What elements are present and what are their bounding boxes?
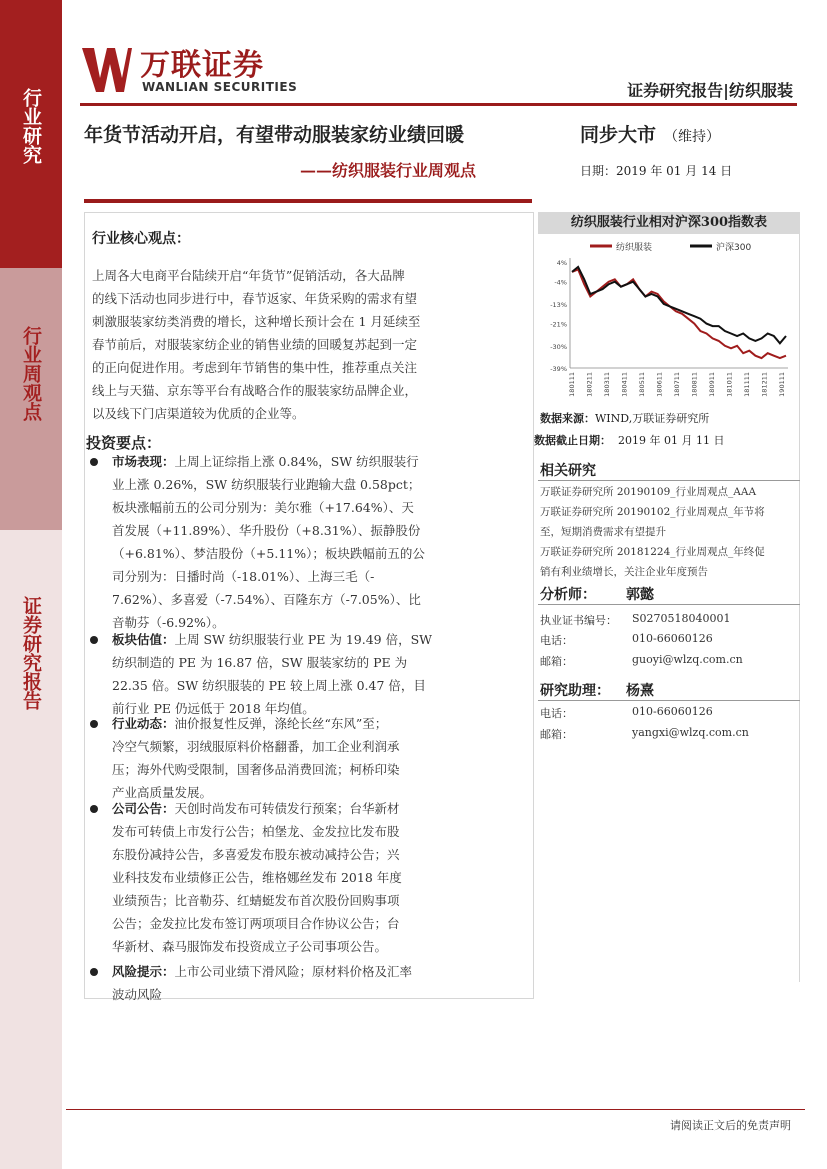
core-heading: 行业核心观点： xyxy=(92,231,190,247)
x-tick-label: 181111 xyxy=(743,372,751,397)
sidebar-block-weekly xyxy=(0,268,62,530)
assistant-divider xyxy=(538,700,800,701)
y-tick-label: 4% xyxy=(556,259,567,267)
related-list xyxy=(540,482,800,582)
analyst-cert: S0270518040001 xyxy=(632,612,731,625)
assistant-mail-label: 邮箱： xyxy=(540,728,573,741)
related-divider xyxy=(538,480,800,481)
sidebar-block-report xyxy=(0,530,62,1169)
analyst-name: 郭懿 xyxy=(626,587,654,603)
wanlian-logo-icon xyxy=(80,44,132,96)
sidebar-label-report: 证券研究报告 xyxy=(20,596,42,710)
legend-label: 纺织服装 xyxy=(616,243,653,253)
bullet-dot xyxy=(90,805,98,813)
series-line xyxy=(572,269,786,358)
analyst-divider xyxy=(538,604,800,605)
header-divider xyxy=(80,103,797,106)
x-tick-label: 180611 xyxy=(655,372,664,397)
x-tick-label: 180311 xyxy=(603,372,611,397)
related-item[interactable]: 万联证券研究所 20181224_行业周观点_年终促 xyxy=(540,546,765,558)
core-line: 刺激服装家纺类消费的增长，这种增长预计会在 1 月延续至 xyxy=(92,314,421,329)
analyst-mail[interactable]: guoyi@wlzq.com.cn xyxy=(632,653,743,666)
related-item[interactable]: 万联证券研究所 20190109_行业周观点_AAA xyxy=(540,486,757,498)
series-line xyxy=(572,267,786,343)
sidebar-block-industry xyxy=(0,0,62,268)
point-label: 市场表现： xyxy=(112,454,175,469)
report-type: 证券研究报告|纺织服装 xyxy=(627,81,793,100)
point-label: 风险提示： xyxy=(112,964,175,979)
legend-label: 沪深300 xyxy=(716,243,752,253)
related-heading: 相关研究 xyxy=(540,463,596,479)
logo-chinese-name: 万联证券 xyxy=(140,48,264,83)
x-tick-label: 180911 xyxy=(708,372,716,397)
data-source: 数据来源：WIND,万联证券研究所 xyxy=(540,412,710,425)
x-tick-label: 180211 xyxy=(585,372,594,397)
report-headline: 年货节活动开启，有望带动服装家纺业绩回暖 xyxy=(84,124,465,146)
point-industry-news: 行业动态：油价报复性反弹，涤纶长丝“东风”至； 冷空气频繁，羽绒服原料价格翻番，加工企业利润承 压；海外代购受限制，国奢侈品消费回流；柯桥印染 产业高质量发展。 xyxy=(112,716,400,800)
analyst-tel: 010-66060126 xyxy=(632,632,713,645)
x-tick-label: 180111 xyxy=(568,372,576,397)
x-tick-label: 181211 xyxy=(760,372,769,397)
point-valuation: 板块估值：上周 SW 纺织服装行业 PE 为 19.49 倍，SW 纺织制造的 PE 为 16.87 倍，SW 服装家纺的 PE 为 22.35 倍。SW 纺织服装的 PE 较上周上涨 0.47 倍，目 前行业 PE 仍远低于 2018 年均值。 xyxy=(112,632,432,716)
x-tick-label: 190111 xyxy=(778,372,786,397)
bullet-dot xyxy=(90,968,98,976)
x-tick-label: 180711 xyxy=(673,372,681,397)
core-line: 的正向促进作用。考虑到年节销售的集中性，推荐重点关注 xyxy=(92,360,418,375)
related-item: 销有利业绩增长，关注企业年度预告 xyxy=(540,566,708,578)
assistant-heading: 研究助理： 杨熹 xyxy=(540,683,654,699)
x-tick-label: 181011 xyxy=(725,372,734,397)
report-subtitle: ——纺织服装行业周观点 xyxy=(300,161,477,180)
points-heading: 投资要点： xyxy=(86,434,162,452)
core-paragraph xyxy=(92,264,528,425)
relative-index-chart xyxy=(538,236,800,406)
rating xyxy=(580,120,720,147)
y-tick-label: -4% xyxy=(554,278,567,287)
related-item: 至，短期消费需求有望提升 xyxy=(540,526,666,538)
footer-divider xyxy=(66,1109,805,1110)
y-tick-label: -39% xyxy=(550,365,567,373)
chart-title: 纺织服装行业相对沪深300指数表 xyxy=(538,212,800,234)
y-tick-label: -30% xyxy=(550,342,567,351)
core-line: 以及线下门店渠道较为优质的企业等。 xyxy=(92,406,305,421)
rating-value: 同步大市 xyxy=(580,124,657,146)
point-market: 市场表现：上周上证综指上涨 0.84%，SW 纺织服装行 业上涨 0.26%，SW 纺织服装行业跑输大盘 0.58pct； 板块涨幅前五的公司分别为：美尔雅（+17.64%）、天 首发展（+11.89%）、华升股份（+8.31%）、振静股份 （+6.81%）、梦洁股份（+5.11%）；板块跌幅前五的公 司分别为：日播时尚（-18.01%）、上海三毛（- 7.62%）、多喜爱（-7.54%）、百隆东方（-7.05%）、比 音勒芬（-6.92%）。 xyxy=(112,454,425,630)
x-tick-label: 180811 xyxy=(690,372,699,397)
x-tick-label: 180411 xyxy=(620,372,629,397)
sidebar-label-weekly: 行业周观点 xyxy=(20,326,42,421)
bullet-dot xyxy=(90,636,98,644)
related-item[interactable]: 万联证券研究所 20190102_行业周观点_年节将 xyxy=(540,506,765,518)
y-tick-label: -21% xyxy=(550,320,567,329)
rating-note: （维持） xyxy=(664,129,721,145)
point-label: 行业动态： xyxy=(112,716,175,731)
assistant-tel: 010-66060126 xyxy=(632,705,713,718)
data-cutoff: 数据截止日期： 2019 年 01 月 11 日 xyxy=(534,434,725,447)
y-tick-label: -13% xyxy=(550,300,567,309)
core-line: 上周各大电商平台陆续开启“年货节”促销活动，各大品牌 xyxy=(92,268,405,283)
point-announcements: 公司公告：天创时尚发布可转债发行预案；台华新材 发布可转债上市发行公告；柏堡龙、金发拉比发布股 东股份减持公告，多喜爱发布股东被动减持公告；兴 业科技发布业绩修正公告，维格娜丝发布 2018 年度 业绩预告；比音勒芬、红蜻蜓发布首次股份回购事项 公告；金发拉比发布签订两项项目合作协议公告；台 华新材、森马服饰发布投资成立子公司事项公告。 xyxy=(112,801,402,954)
report-date: 日期：2019 年 01 月 14 日 xyxy=(580,164,733,178)
assistant-name: 杨熹 xyxy=(626,683,654,699)
core-line: 春节前后，对服装家纺企业的销售业绩的回暖复苏起到一定 xyxy=(92,337,418,352)
analyst-heading: 分析师： 郭懿 xyxy=(540,587,654,603)
bullet-dot xyxy=(90,720,98,728)
core-line: 线上与天猫、京东等平台有战略合作的服装家纺品牌企业， xyxy=(92,383,418,398)
assistant-tel-label: 电话： xyxy=(540,707,573,720)
title-divider xyxy=(84,199,532,203)
analyst-tel-label: 电话： xyxy=(540,634,573,647)
point-risk: 风险提示：上市公司业绩下滑风险；原材料价格及汇率 波动风险 xyxy=(112,964,413,1002)
sidebar-label-industry: 行业研究 xyxy=(20,88,42,164)
assistant-mail[interactable]: yangxi@wlzq.com.cn xyxy=(632,726,749,739)
analyst-mail-label: 邮箱： xyxy=(540,655,573,668)
analyst-cert-label: 执业证书编号： xyxy=(540,614,617,627)
point-label: 板块估值： xyxy=(112,632,175,647)
disclaimer-note[interactable]: 请阅读正文后的免责声明 xyxy=(670,1119,791,1132)
core-line: 的线下活动也同步进行中，春节返家、年货采购的需求有望 xyxy=(92,291,418,306)
logo-english-name: WANLIAN SECURITIES xyxy=(142,80,298,94)
point-label: 公司公告： xyxy=(112,801,175,816)
x-tick-label: 180511 xyxy=(638,372,646,397)
bullet-dot xyxy=(90,458,98,466)
